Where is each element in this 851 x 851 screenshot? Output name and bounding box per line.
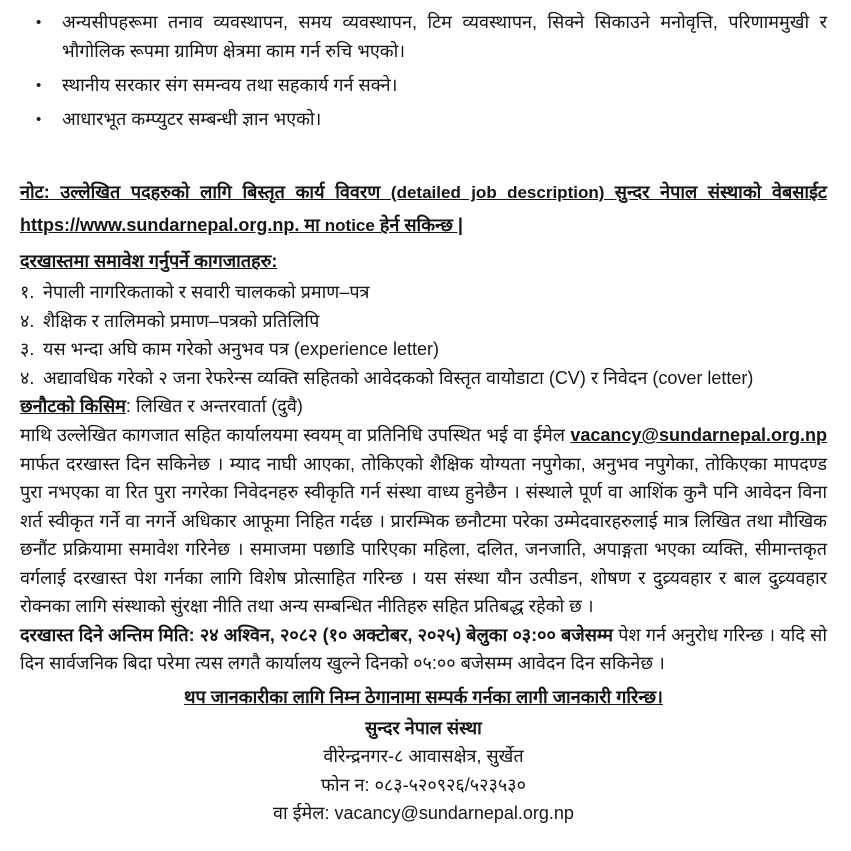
phone-number: ०८३-५२०९२६/५२३५३० xyxy=(374,774,526,795)
organization-name: सुन्दर नेपाल संस्था xyxy=(365,717,482,738)
deadline-bold-text: दरखास्त दिने अन्तिम मिति: २४ अश्विन, २०८२ (१० अक्टोबर, २०२५) बेलुका ०३:०० बजेसम्म xyxy=(20,624,614,645)
phone-label: फोन न: xyxy=(321,774,375,795)
list-item xyxy=(20,278,827,307)
deadline-paragraph xyxy=(20,621,827,678)
required-documents-heading: दरखास्तमा समावेश गर्नुपर्ने कागजातहरु: xyxy=(20,251,278,271)
list-item xyxy=(20,364,827,393)
list-item xyxy=(36,71,827,100)
note-english-parenthetical: (detailed job description) xyxy=(390,183,615,202)
selection-type-value: : लिखित र अन्तरवार्ता (दुवै) xyxy=(125,396,303,416)
website-url-link[interactable]: https://www.sundarnepal.org.np. xyxy=(20,215,300,235)
selection-type-line xyxy=(20,392,827,421)
item-number: ३. xyxy=(20,339,35,359)
list-item xyxy=(20,307,827,336)
application-instructions-paragraph xyxy=(20,421,827,621)
note-post-url: मा xyxy=(299,215,325,235)
item-text: नेपाली नागरिकताको र सवारी चालकको प्रमाण–पत्र xyxy=(43,282,370,302)
bullet-text: आधारभूत कम्प्युटर सम्बन्धी ज्ञान भएको। xyxy=(62,109,322,129)
item-text: अद्यावधिक गरेको २ जना रेफरेन्स व्यक्ति सहितको आवेदकको विस्तृत वायोडाटा (CV) र निवेदन (cover letter) xyxy=(43,367,754,388)
item-number: ४. xyxy=(20,367,35,388)
qualification-bullet-list xyxy=(36,8,827,134)
item-number: ४. xyxy=(20,310,35,331)
bullet-icon: • xyxy=(36,111,42,128)
item-text: शैक्षिक र तालिमको प्रमाण–पत्रको प्रतिलिपि xyxy=(43,310,320,331)
footer-email-link[interactable]: vacancy@sundarnepal.org.np xyxy=(334,803,574,823)
phone-line xyxy=(20,771,827,800)
list-item xyxy=(36,105,827,134)
note-tail: हेर्न सकिन्छ | xyxy=(374,215,463,235)
item-number: १. xyxy=(20,282,35,302)
vacancy-email-link[interactable]: vacancy@sundarnepal.org.np xyxy=(570,425,827,445)
organization-address: वीरेन्द्रनगर-८ आवासक्षेत्र, सुर्खेत xyxy=(323,746,524,766)
paragraph-pre-email: माथि उल्लेखित कागजात सहित कार्यालयमा स्वयम् वा प्रतिनिधि उपस्थित भई वा ईमेल xyxy=(20,425,571,445)
bullet-icon: • xyxy=(36,14,42,31)
contact-heading-text: थप जानकारीका लागि निम्न ठेगानामा सम्पर्क गर्नका लागी जानकारी गरिन्छ। xyxy=(184,686,663,707)
note-notice-word: notice xyxy=(324,216,375,235)
list-item xyxy=(20,335,827,364)
email-label: वा ईमेल: xyxy=(273,803,335,823)
selection-type-label: छनौटको किसिम xyxy=(20,396,126,416)
bullet-icon: • xyxy=(36,77,42,94)
list-item xyxy=(36,8,827,66)
note-mid: सुन्दर नेपाल संस्थाको वेबसाईट xyxy=(614,182,828,202)
note-paragraph xyxy=(20,176,827,242)
required-documents-list xyxy=(20,278,827,392)
deadline-rest-text: पेश गर्न अनुरोध गरिन्छ । यदि सो दिन सार्वजनिक बिदा परेमा त्यस लगतै कार्यालय खुल्ने दिनको ०५:०० बजेसम्म आवेदन दिन सकिनेछ । xyxy=(20,624,827,673)
paragraph-post-email: मार्फत दरखास्त दिन सकिनेछ । म्याद नाघी आएका, तोकिएको शैक्षिक योग्यता नपुगेका, अनुभव नपुगेका, तोकिएका मापदण्ड पुरा नभएका वा रित पुरा नगरेका निवेदनहरु स्वीकृति गर्न संस्था वाध्य हुनेछैन । संस्थाले पूर्ण वा आशिंक कुनै पनि आवेदन विना शर्त स्वीकृत गर्ने वा नगर्ने अधिकार आफूमा निहित गर्दछ । प्रारम्भिक छनौटमा परेका उम्मेदवारहरुलाई मात्र लिखित तथा मौखिक छनौंट प्रक्रियामा समावेश गरिनेछ । समाजमा पछाडि पारिएका महिला, दलित, जनजाति, अपाङ्गता भएका व्यक्ति, सीमान्तकृत वर्गलाई दरखास्त पेश गर्नका लागि विशेष प्रोत्साहित गरिन्छ । यस संस्था यौन उत्पीडन, शोषण र दुव्र्यवहार र बाल दुव्र्यवहार रोक्नका लागि संस्थाको सुंरक्षा नीति तथा अन्य सम्बन्धित नीतिहरु सहित प्रतिबद्ध रहेको छ । xyxy=(20,453,827,616)
email-line xyxy=(20,799,827,828)
item-text: यस भन्दा अघि काम गरेको अनुभव पत्र (experience letter) xyxy=(43,339,439,359)
contact-heading xyxy=(20,682,827,712)
note-lead: नोट: उल्लेखित पदहरुको लागि बिस्तृत कार्य विवरण xyxy=(20,182,391,202)
bullet-text: स्थानीय सरकार संग समन्वय तथा सहकार्य गर्न सक्ने। xyxy=(62,75,398,95)
bullet-text: अन्यसीपहरूमा तनाव व्यवस्थापन, समय व्यवस्थापन, टिम व्यवस्थापन, सिक्ने सिकाउने मनोवृत्ति, परिणाममुखी र भौगोलिक रूपमा ग्रामिण क्षेत्रमा काम गर्न रुचि भएको। xyxy=(62,12,827,61)
contact-block xyxy=(20,714,827,828)
